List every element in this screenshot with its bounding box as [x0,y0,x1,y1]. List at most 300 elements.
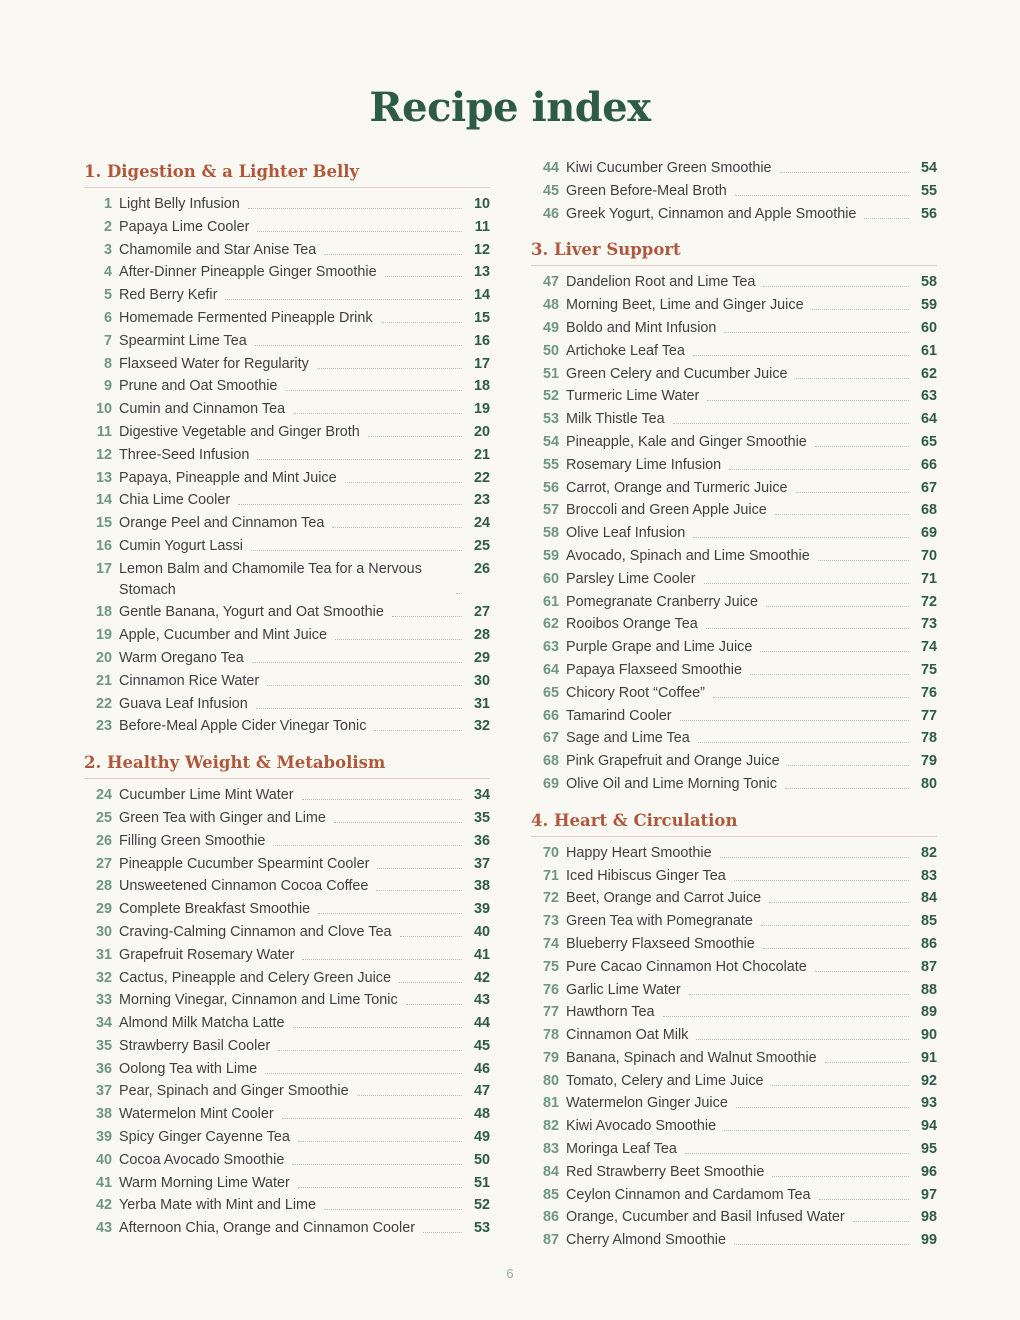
recipe-number: 20 [95,649,112,666]
index-entry[interactable] [84,648,490,671]
recipe-page-number: 42 [473,969,490,986]
recipe-number: 26 [95,832,112,849]
index-entry[interactable] [84,559,490,603]
index-entry[interactable] [531,1002,937,1025]
recipe-number: 48 [542,297,559,314]
recipe-title: Orange, Cucumber and Basil Infused Water [566,1209,845,1226]
recipe-page-number: 89 [920,1004,937,1021]
recipe-page-number: 86 [920,935,937,952]
index-entry[interactable] [84,536,490,559]
recipe-title: Olive Leaf Infusion [566,525,686,542]
index-entry[interactable] [531,523,937,546]
recipe-number: 52 [542,388,559,405]
dot-leader [734,866,909,881]
recipe-number: 1 [103,196,112,212]
recipe-title: Dandelion Root and Lime Tea [566,274,756,291]
recipe-page-number: 82 [920,844,937,861]
recipe-title: Almond Milk Matcha Latte [119,1015,285,1032]
recipe-page-number: 55 [920,182,937,199]
dot-leader [685,1139,909,1154]
recipe-title: Cherry Almond Smoothie [566,1232,726,1249]
index-entry[interactable] [84,331,490,354]
index-entry[interactable] [84,671,490,694]
recipe-number: 11 [96,423,112,440]
recipe-page-number: 51 [473,1174,490,1191]
dot-leader [780,158,909,173]
dot-leader [265,1059,462,1074]
index-entry[interactable] [84,513,490,536]
index-entry[interactable] [531,478,937,501]
recipe-title: Papaya, Pineapple and Mint Juice [119,469,337,486]
index-entry[interactable] [531,181,937,204]
recipe-number: 23 [95,718,112,735]
recipe-number: 66 [542,707,559,724]
recipe-title: Cinnamon Rice Water [119,672,260,689]
recipe-title: Purple Grape and Lime Juice [566,639,753,656]
recipe-title: Gentle Banana, Yogurt and Oat Smoothie [119,604,384,621]
index-entry[interactable] [84,308,490,331]
recipe-page-number: 83 [920,867,937,884]
recipe-title: Chia Lime Cooler [119,492,231,509]
index-entry[interactable] [84,1104,490,1127]
recipe-title: Pure Cacao Cinnamon Hot Chocolate [566,958,807,975]
recipe-number: 83 [542,1141,559,1158]
recipe-title: Watermelon Mint Cooler [119,1106,274,1123]
recipe-title: Cocoa Avocado Smoothie [119,1151,285,1168]
dot-leader [707,386,909,401]
recipe-number: 49 [542,319,559,336]
dot-leader [750,660,909,675]
recipe-page-number: 28 [473,627,490,644]
section-heading: 2. Healthy Weight & Metabolism [84,749,490,779]
index-section [531,807,937,1253]
index-entry[interactable] [84,1173,490,1196]
index-entry[interactable] [531,204,937,227]
index-entry[interactable] [531,1116,937,1139]
dot-leader [293,399,462,414]
recipe-page-number: 21 [473,446,490,463]
index-entry[interactable] [84,194,490,217]
recipe-page-number: 40 [473,923,490,940]
index-entry[interactable] [84,1195,490,1218]
recipe-page-number: 14 [473,287,490,304]
recipe-page-number: 90 [920,1027,937,1044]
dot-leader [785,774,909,789]
index-entry[interactable] [84,285,490,308]
index-entry[interactable] [531,1139,937,1162]
dot-leader [399,968,462,983]
index-entry[interactable] [531,934,937,957]
index-entry[interactable] [84,240,490,263]
recipe-title: Three-Seed Infusion [119,446,250,463]
dot-leader [248,194,462,209]
index-entry[interactable] [531,706,937,729]
recipe-title: Filling Green Smoothie [119,832,266,849]
index-entry[interactable] [531,866,937,889]
page-title: Recipe index [369,84,651,131]
index-entry[interactable] [84,1127,490,1150]
recipe-number: 56 [542,479,559,496]
index-entry[interactable] [84,716,490,739]
index-entry[interactable] [531,295,937,318]
recipe-page-number: 53 [473,1220,490,1237]
dot-leader [761,911,909,926]
index-entry[interactable] [84,990,490,1013]
index-entry[interactable] [531,569,937,592]
index-entry[interactable] [531,660,937,683]
recipe-number: 33 [95,992,112,1009]
recipe-title: Kiwi Cucumber Green Smoothie [566,160,772,176]
recipe-page-number: 43 [473,992,490,1009]
recipe-number: 67 [542,730,559,747]
index-entry[interactable] [531,1230,937,1253]
index-entry[interactable] [531,614,937,637]
section-heading: 1. Digestion & a Lighter Belly [84,158,490,188]
recipe-page-number: 20 [473,423,490,440]
recipe-number: 46 [542,205,559,222]
index-section [531,158,937,226]
index-entry[interactable] [531,1025,937,1048]
index-entry[interactable] [84,968,490,991]
recipe-page-number: 37 [473,855,490,872]
recipe-title: Green Tea with Ginger and Lime [119,809,326,826]
dot-leader [302,785,462,800]
dot-leader [298,1127,462,1142]
index-entry[interactable] [531,957,937,980]
recipe-page-number: 73 [920,616,937,633]
index-entry[interactable] [531,980,937,1003]
index-entry[interactable] [84,694,490,717]
recipe-title: Craving-Calming Cinnamon and Clove Tea [119,923,392,940]
recipe-page-number: 54 [920,160,937,176]
recipe-number: 63 [542,639,559,656]
recipe-number: 43 [95,1220,112,1237]
recipe-title: Morning Beet, Lime and Ginger Juice [566,297,804,314]
recipe-page-number: 85 [920,913,937,930]
recipe-number: 84 [542,1163,559,1180]
index-entry[interactable] [531,272,937,295]
dot-leader [693,341,909,356]
recipe-page-number: 27 [473,604,490,621]
recipe-page-number: 88 [920,981,937,998]
recipe-number: 79 [542,1049,559,1066]
recipe-number: 87 [542,1232,559,1249]
dot-leader [257,217,462,232]
recipe-number: 10 [95,401,112,418]
index-entry[interactable] [84,1081,490,1104]
index-entry[interactable] [84,876,490,899]
index-entry[interactable] [531,1071,937,1094]
recipe-page-number: 49 [473,1129,490,1146]
recipe-number: 36 [95,1060,112,1077]
index-entry[interactable] [531,386,937,409]
recipe-number: 9 [103,378,112,395]
dot-leader [720,843,909,858]
index-entry[interactable] [84,490,490,513]
index-entry[interactable] [84,808,490,831]
index-entry[interactable] [84,468,490,491]
recipe-page-number: 78 [920,730,937,747]
dot-leader [324,240,462,255]
index-entry[interactable] [84,399,490,422]
recipe-number: 18 [95,604,112,621]
dot-leader [696,1025,909,1040]
dot-leader [724,318,909,333]
recipe-title: Sage and Lime Tea [566,730,690,747]
index-entry[interactable] [531,1207,937,1230]
index-entry[interactable] [84,445,490,468]
recipe-title: Banana, Spinach and Walnut Smoothie [566,1049,817,1066]
recipe-title: Warm Morning Lime Water [119,1174,290,1191]
recipe-number: 25 [95,809,112,826]
recipe-title: Pear, Spinach and Ginger Smoothie [119,1083,349,1100]
dot-leader [689,980,909,995]
recipe-number: 65 [542,684,559,701]
index-entry[interactable] [84,831,490,854]
index-entry[interactable] [531,637,937,660]
recipe-page-number: 71 [920,570,937,587]
recipe-number: 6 [103,309,112,326]
dot-leader [772,1162,909,1177]
index-entry[interactable] [531,364,937,387]
index-entry[interactable] [84,1036,490,1059]
recipe-title: Before-Meal Apple Cider Vinegar Tonic [119,718,367,735]
index-entry[interactable] [531,500,937,523]
recipe-number: 22 [95,695,112,712]
index-entry[interactable] [531,455,937,478]
index-entry[interactable] [531,1185,937,1208]
recipe-title: Apple, Cucumber and Mint Juice [119,627,327,644]
dot-leader [332,513,462,528]
recipe-number: 30 [95,923,112,940]
recipe-page-number: 59 [920,297,937,314]
index-entry[interactable] [531,1093,937,1116]
recipe-title: Pink Grapefruit and Orange Juice [566,753,780,770]
recipe-number: 17 [95,560,112,577]
dot-leader [704,569,909,584]
dot-leader [392,602,462,617]
dot-leader [267,671,462,686]
recipe-title: Rooibos Orange Tea [566,616,698,633]
recipe-number: 58 [542,525,559,542]
dot-leader [374,716,462,731]
dot-leader [818,546,909,561]
recipe-number: 2 [103,218,112,235]
recipe-number: 32 [95,969,112,986]
index-entry[interactable] [531,1162,937,1185]
recipe-number: 38 [95,1106,112,1123]
index-entry[interactable] [531,751,937,774]
recipe-title: Strawberry Basil Cooler [119,1037,271,1054]
recipe-page-number: 11 [474,218,490,235]
recipe-number: 68 [542,753,559,770]
index-entry[interactable] [84,625,490,648]
dot-leader [815,432,909,447]
dot-leader [376,876,462,891]
recipe-page-number: 48 [473,1106,490,1123]
recipe-title: Red Berry Kefir [119,287,218,304]
index-entry[interactable] [531,432,937,455]
recipe-page-number: 74 [920,639,937,656]
index-entry[interactable] [531,911,937,934]
index-entry[interactable] [84,1150,490,1173]
recipe-title: Hawthorn Tea [566,1004,655,1021]
dot-leader [273,831,462,846]
index-entry[interactable] [84,945,490,968]
index-entry[interactable] [531,546,937,569]
index-entry[interactable] [84,217,490,240]
dot-leader [698,728,909,743]
dot-leader [812,295,909,310]
index-entry[interactable] [531,683,937,706]
recipe-number: 50 [542,342,559,359]
recipe-page-number: 50 [473,1151,490,1168]
recipe-title: Guava Leaf Infusion [119,695,248,712]
recipe-page-number: 84 [920,890,937,907]
dot-leader [788,751,909,766]
recipe-page-number: 17 [473,355,490,372]
recipe-title: Cumin Yogurt Lassi [119,537,243,554]
index-entry[interactable] [531,592,937,615]
dot-leader [713,683,909,698]
index-column-left [84,158,490,1241]
recipe-title: Afternoon Chia, Orange and Cinnamon Cooler [119,1220,415,1237]
recipe-page-number: 72 [920,593,937,610]
recipe-number: 60 [542,570,559,587]
recipe-title: Digestive Vegetable and Ginger Broth [119,423,360,440]
recipe-number: 4 [103,264,112,281]
index-section [531,236,937,796]
recipe-page-number: 62 [920,365,937,382]
index-entry[interactable] [531,888,937,911]
index-section [84,158,490,739]
dot-leader [292,1150,462,1165]
recipe-title: Carrot, Orange and Turmeric Juice [566,479,788,496]
dot-leader [400,922,463,937]
dot-leader [724,1116,909,1131]
recipe-number: 45 [542,182,559,199]
index-entry[interactable] [84,922,490,945]
recipe-page-number: 16 [473,332,490,349]
recipe-number: 64 [542,661,559,678]
dot-leader [318,899,462,914]
recipe-title: Flaxseed Water for Regularity [119,355,309,372]
recipe-title: Beet, Orange and Carrot Juice [566,890,762,907]
recipe-page-number: 18 [473,378,490,395]
index-entry[interactable] [84,899,490,922]
dot-leader [735,181,909,196]
recipe-title: Green Before-Meal Broth [566,182,727,199]
recipe-number: 59 [542,547,559,564]
dot-leader [763,934,909,949]
index-entry[interactable] [84,1059,490,1082]
index-entry[interactable] [84,354,490,377]
recipe-page-number: 63 [920,388,937,405]
index-entry[interactable] [531,409,937,432]
section-heading: 3. Liver Support [531,236,937,266]
dot-leader [760,637,909,652]
index-column-right [531,158,937,1253]
index-entry[interactable] [84,1218,490,1241]
index-entry[interactable] [531,341,937,364]
recipe-title: Cinnamon Oat Milk [566,1027,689,1044]
recipe-page-number: 64 [920,411,937,428]
recipe-title: Spearmint Lime Tea [119,332,247,349]
recipe-page-number: 31 [473,695,490,712]
recipe-number: 53 [542,411,559,428]
recipe-number: 27 [95,855,112,872]
recipe-number: 71 [542,867,559,884]
recipe-number: 13 [95,469,112,486]
recipe-number: 37 [95,1083,112,1100]
dot-leader [706,614,909,629]
recipe-page-number: 47 [473,1083,490,1100]
recipe-page-number: 15 [473,309,490,326]
index-entry[interactable] [531,728,937,751]
recipe-page-number: 58 [920,274,937,291]
recipe-page-number: 39 [473,901,490,918]
index-entry[interactable] [84,422,490,445]
recipe-title: Ceylon Cinnamon and Cardamom Tea [566,1186,811,1203]
recipe-title: Boldo and Mint Infusion [566,319,717,336]
index-entry[interactable] [531,318,937,341]
index-entry[interactable] [531,158,937,181]
recipe-page-number: 97 [920,1186,937,1203]
recipe-title: Yerba Mate with Mint and Lime [119,1197,317,1214]
recipe-page-number: 19 [473,401,490,418]
recipe-page-number: 98 [920,1209,937,1226]
recipe-page-number: 99 [920,1232,937,1249]
recipe-title: Broccoli and Green Apple Juice [566,502,767,519]
index-entry[interactable] [84,854,490,877]
recipe-page-number: 32 [473,718,490,735]
recipe-page-number: 22 [473,469,490,486]
recipe-page-number: 52 [473,1197,490,1214]
recipe-page-number: 76 [920,684,937,701]
recipe-number: 70 [542,844,559,861]
recipe-number: 15 [95,515,112,532]
index-entry[interactable] [84,262,490,285]
index-entry[interactable] [531,1048,937,1071]
index-entry[interactable] [531,774,937,797]
dot-leader [819,1185,909,1200]
recipe-title: Watermelon Ginger Juice [566,1095,728,1112]
recipe-number: 81 [542,1095,559,1112]
recipe-page-number: 30 [473,672,490,689]
recipe-page-number: 13 [473,264,490,281]
index-entry[interactable] [84,376,490,399]
recipe-number: 69 [542,775,559,792]
recipe-page-number: 46 [473,1060,490,1077]
index-entry[interactable] [84,602,490,625]
index-entry[interactable] [531,843,937,866]
recipe-number: 61 [542,593,559,610]
index-entry[interactable] [84,1013,490,1036]
recipe-title: Papaya Flaxseed Smoothie [566,661,742,678]
index-entry[interactable] [84,785,490,808]
recipe-page-number: 68 [920,502,937,519]
recipe-page-number: 23 [473,492,490,509]
recipe-title: Unsweetened Cinnamon Cocoa Coffee [119,878,369,895]
dot-leader [368,422,462,437]
dot-leader [736,1093,909,1108]
recipe-title: Garlic Lime Water [566,981,681,998]
recipe-number: 44 [542,160,559,176]
dot-leader [256,694,462,709]
recipe-title: Turmeric Lime Water [566,388,700,405]
recipe-number: 35 [95,1037,112,1054]
dot-leader [252,648,462,663]
